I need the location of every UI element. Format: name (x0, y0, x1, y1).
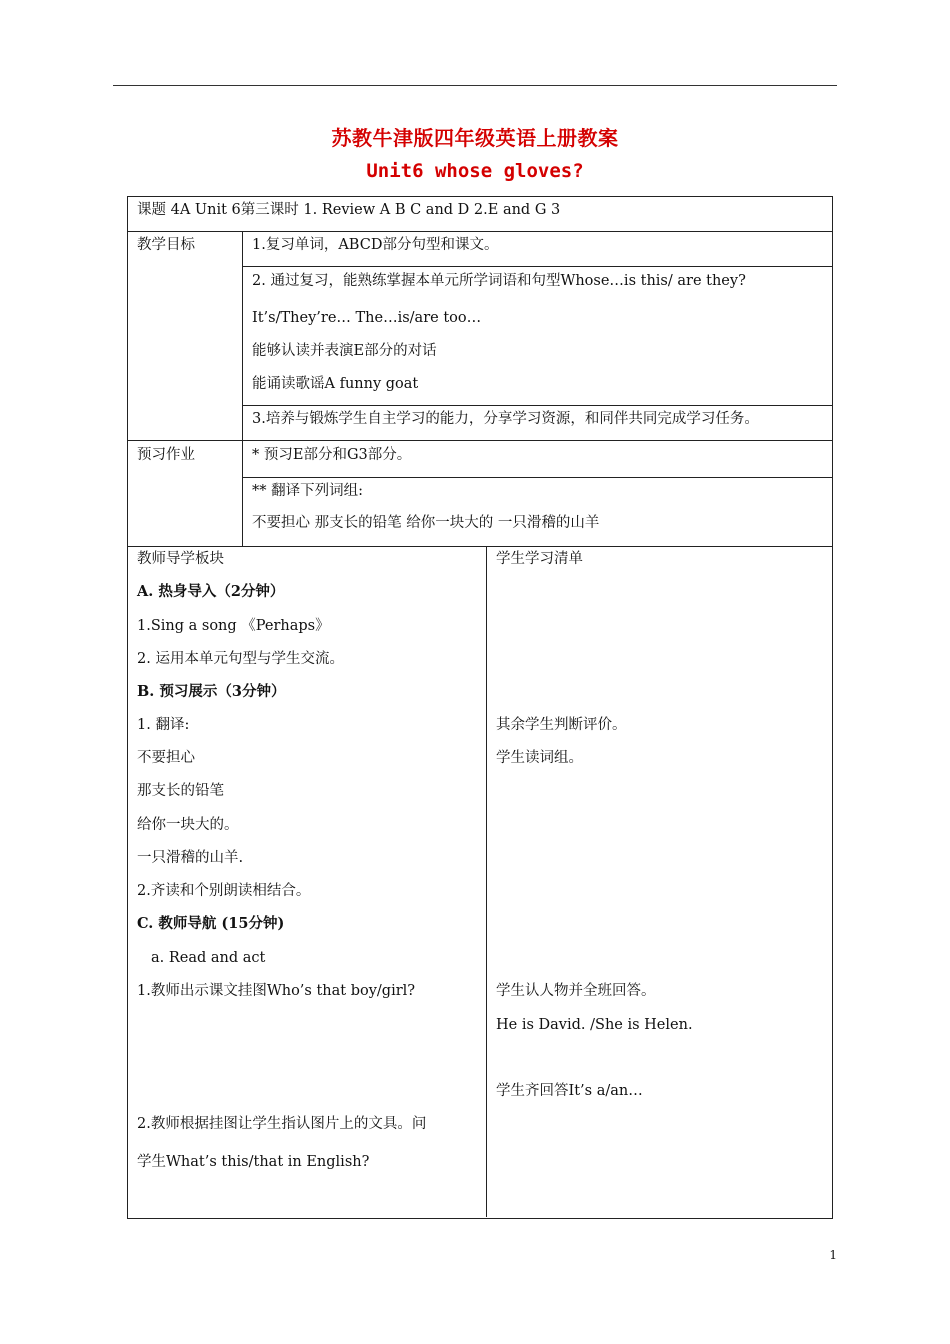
row-divider (242, 477, 832, 478)
row-divider (242, 266, 832, 267)
student-line: 其余学生判断评价。 (496, 717, 627, 733)
teacher-line: 一只滑稽的山羊. (137, 850, 244, 866)
teacher-line: 1.Sing a song 《Perhaps》 (137, 618, 330, 634)
section-a-heading: A. 热身导入（2分钟） (137, 583, 285, 600)
teacher-line: 2. 运用本单元句型与学生交流。 (137, 651, 344, 667)
teacher-line: 2.教师根据挂图让学生指认图片上的文具。问 (137, 1116, 427, 1132)
row-divider (127, 231, 832, 232)
column-divider (242, 231, 243, 546)
student-line: 学生认人物并全班回答。 (496, 983, 656, 999)
teacher-line: 学生What’s this/that in English? (137, 1154, 370, 1170)
teacher-column-header: 教师导学板块 (137, 551, 224, 567)
teacher-line: 不要担心 (137, 750, 195, 766)
objective-2-line3: 能够认读并表演E部分的对话 (252, 343, 437, 359)
row-divider (242, 405, 832, 406)
row-divider (127, 546, 832, 547)
teacher-line: 1.教师出示课文挂图Who’s that boy/girl? (137, 983, 416, 999)
teacher-line: 给你一块大的。 (137, 817, 239, 833)
teacher-line: 那支长的铅笔 (137, 783, 224, 799)
preview-item-1: * 预习E部分和G3部分。 (252, 447, 412, 463)
objective-2-line2: It’s/They’re… The…is/are too… (252, 310, 482, 326)
objective-2-line4: 能诵读歌谣A funny goat (252, 376, 419, 392)
section-c-heading: C. 教师导航 (15分钟) (137, 915, 285, 932)
preview-item-2-line1: ** 翻译下列词组: (252, 483, 363, 499)
teacher-line: a. Read and act (151, 950, 266, 966)
document-title: 苏教牛津版四年级英语上册教案 (331, 126, 619, 150)
lesson-table (127, 196, 833, 1219)
objective-1: 1.复习单词，ABCD部分句型和课文。 (252, 237, 499, 253)
preview-item-2-line2: 不要担心 那支长的铅笔 给你一块大的 一只滑稽的山羊 (252, 515, 600, 531)
teacher-line: 1. 翻译: (137, 717, 190, 733)
student-line: 学生齐回答It’s a/an… (496, 1083, 643, 1099)
column-divider (486, 546, 487, 1217)
student-line: He is David. /She is Helen. (496, 1017, 693, 1033)
header-rule (113, 85, 837, 86)
objective-2-line1: 2. 通过复习，能熟练掌握本单元所学词语和句型Whose…is this/ are they? (252, 273, 746, 289)
row-divider (127, 440, 832, 441)
topic-row: 课题 4A Unit 6第三课时 1. Review A B C and D 2.E and G 3 (137, 202, 561, 218)
preview-label: 预习作业 (137, 447, 195, 463)
section-b-heading: B. 预习展示（3分钟） (137, 683, 286, 700)
teacher-line: 2.齐读和个别朗读相结合。 (137, 883, 311, 899)
student-line: 学生读词组。 (496, 750, 583, 766)
student-column-header: 学生学习清单 (496, 551, 583, 567)
unit-title: Unit6 whose gloves? (366, 160, 584, 182)
objectives-label: 教学目标 (137, 237, 195, 253)
page-number: 1 (829, 1248, 837, 1262)
objective-3: 3.培养与锻炼学生自主学习的能力，分享学习资源，和同伴共同完成学习任务。 (252, 411, 759, 427)
